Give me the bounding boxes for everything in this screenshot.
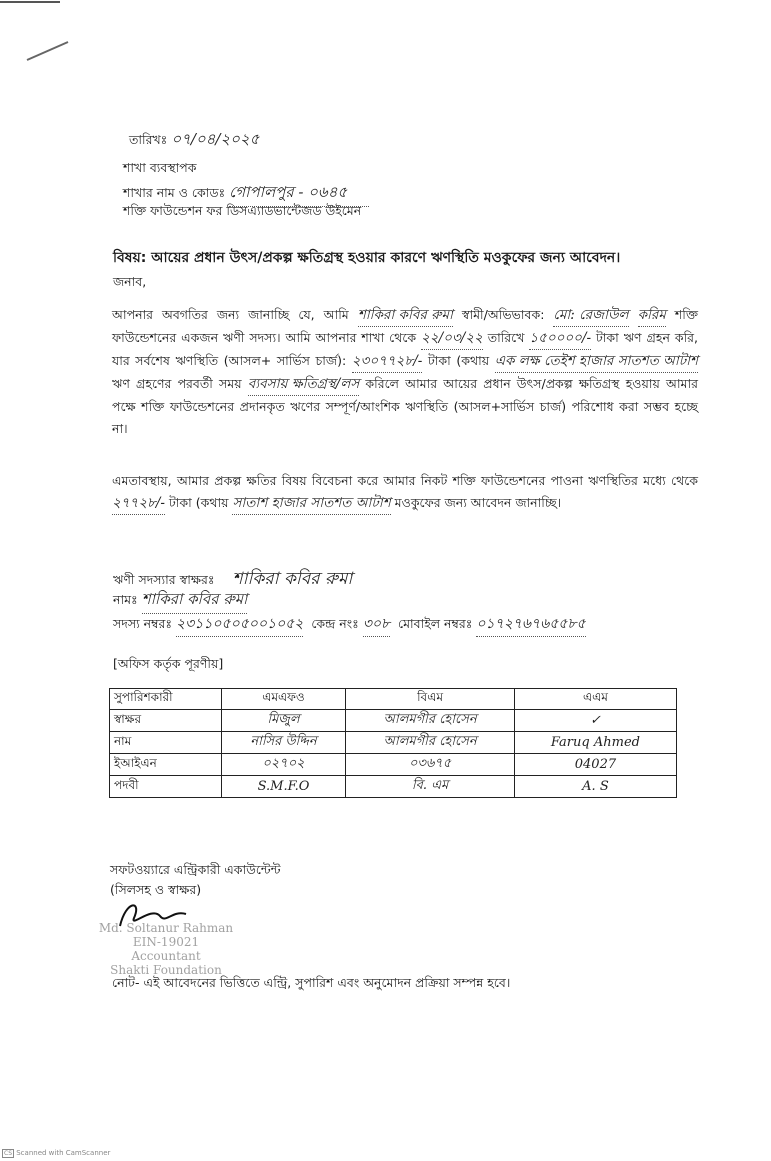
waiver-amount-words: সাতাশ হাজার সাতশত আটাশ xyxy=(232,492,390,515)
accountant-line: সফটওয়্যারে এন্ট্রিকারী একাউন্টেন্ট xyxy=(110,862,281,877)
bm-cell: ০৩৬৭৫ xyxy=(408,756,452,771)
borrower-name-line xyxy=(113,588,247,614)
loan-amount: ১৫০০০০/- xyxy=(529,327,591,350)
member-label: সদস্য নম্বরঃ xyxy=(113,616,173,631)
mobile-number: ০১৭২৭৬৭৬৫৫৮৫ xyxy=(476,612,585,637)
note: নোট- এই আবেদনের ভিত্তিতে এন্ট্রি, সুপারিশ এবং অনুমোদন প্রক্রিয়া সম্পন্ন হবে। xyxy=(112,975,511,990)
date-label: তারিখঃ xyxy=(129,132,168,147)
member-number: ২৩১১০৫০৫০০১০৫২ xyxy=(176,612,303,637)
applicant-name: শাকিরা কবির রুমা xyxy=(358,304,453,327)
org-line: শক্তি ফাউন্ডেশন ফর ডিসএ্যাডভান্টেজড উইমেন xyxy=(123,203,362,218)
borrower-ids-line xyxy=(113,612,586,637)
row-label: পদবী xyxy=(110,776,222,798)
table-row xyxy=(110,710,677,732)
table-header: এএম xyxy=(514,689,676,710)
scanner-footer xyxy=(2,1149,110,1157)
p1-text-4: তারিখে xyxy=(487,330,525,345)
table-row xyxy=(110,776,677,798)
p1-text-2: স্বামী/অভিভাবক: xyxy=(461,307,545,322)
loan-balance: ২৩০৭৭২৮/- xyxy=(352,350,423,373)
office-table xyxy=(109,688,677,798)
mobile-label: মোবাইল নম্বরঃ xyxy=(398,616,473,631)
loss-cause: ব্যবসায় ক্ষতিগ্রস্থ/লস xyxy=(248,373,360,396)
borrower-name-label: নামঃ xyxy=(113,592,138,607)
guardian-name: মো: রেজাউল xyxy=(553,304,628,327)
mfo-cell: ০২৭০২ xyxy=(262,756,305,771)
p1-text-8: করিলে আমার আয়ের প্রধান উৎস/প্রকল্প ক্ষতিগ্রস্থ হওয়ায় আমার পক্ষে শক্তি ফাউন্ডেশনের প্রদানকৃত ঋণের সম্পূর্ণ/আংশিক ঋণস্থিতি (আসল+সার্ভিস চার্জ) পরিশোধ করা সম্ভব হচ্ছে না। xyxy=(112,376,698,436)
camscanner-icon: CS xyxy=(4,1150,12,1157)
table-row xyxy=(110,754,677,776)
table-header: সুপারিশকারী xyxy=(110,689,222,710)
guardian-name-2: করিম xyxy=(638,304,666,327)
mfo-cell: মিজুল xyxy=(267,712,300,727)
subject: বিষয়: আয়ের প্রধান উৎস/প্রকল্প ক্ষতিগ্রস্থ হওয়ার কারণে ঋণস্থিতি মওকুফের জন্য আবেদন। xyxy=(113,250,621,266)
accountant-sub: (সিলসহ ও স্বাক্ষর) xyxy=(110,882,202,897)
loan-date: ২২/০৩/২২ xyxy=(421,327,483,350)
accountant-stamp xyxy=(86,921,246,977)
p2-text-2: টাকা (কথায় xyxy=(168,495,229,510)
table-row xyxy=(110,732,677,754)
p2-text-3: মওকুফের জন্য আবেদন জানাচ্ছি। xyxy=(394,495,562,510)
am-cell: ✓ xyxy=(590,713,601,728)
borrower-signature: শাকিরা কবির রুমা xyxy=(232,569,353,589)
row-label: নাম xyxy=(110,732,222,754)
paragraph-2 xyxy=(112,470,698,515)
stamp-line: Accountant xyxy=(131,949,201,963)
table-header: বিএম xyxy=(346,689,515,710)
scan-marks xyxy=(0,0,771,70)
am-cell: 04027 xyxy=(574,757,617,772)
center-number: ৩০৮ xyxy=(363,612,390,637)
table-header-row xyxy=(110,689,677,710)
borrower-name: শাকিরা কবির রুমা xyxy=(142,588,248,614)
branch-label: শাখার নাম ও কোডঃ xyxy=(123,185,226,200)
am-cell: A. S xyxy=(582,779,609,794)
center-label: কেন্দ্র নংঃ xyxy=(311,616,359,631)
p1-text-1: আপনার অবগতির জন্য জানাচ্ছি যে, আমি xyxy=(112,307,349,322)
stamp-line: Shakti Foundation xyxy=(110,963,222,977)
p1-text-7: ঋণ গ্রহণের পরবর্তী সময় xyxy=(112,376,242,391)
salutation: জনাব, xyxy=(113,274,147,289)
branch-value: গোপালপুর - ০৬৪৫ xyxy=(229,181,369,207)
stamp-line: EIN-19021 xyxy=(132,935,200,949)
mfo-cell: S.M.F.O xyxy=(257,779,310,794)
p2-text-1: এমতাবস্থায়, আমার প্রকল্প ক্ষতির বিষয় বিবেচনা করে আমার নিকট শক্তি ফাউন্ডেশনের পাওনা ঋণস্থিতির মধ্যে থেকে xyxy=(112,473,698,488)
row-label: স্বাক্ষর xyxy=(110,710,222,732)
paragraph-1 xyxy=(112,304,698,440)
am-cell: Faruq Ahmed xyxy=(550,735,640,750)
scanner-label: Scanned with CamScanner xyxy=(16,1149,111,1157)
bm-cell: বি. এম xyxy=(411,778,449,793)
office-heading: [অফিস কর্তৃক পূরণীয়] xyxy=(113,656,224,671)
p1-text-6: টাকা (কথায় xyxy=(427,353,490,368)
loan-balance-words: এক লক্ষ তেইশ হাজার সাতশত আটাশ xyxy=(495,350,698,373)
bm-cell: আলমগীর হোসেন xyxy=(383,734,477,749)
bm-cell: আলমগীর হোসেন xyxy=(383,712,477,727)
row-label: ইআইএন xyxy=(110,754,222,776)
table-header: এমএফও xyxy=(221,689,346,710)
date-value: ০৭/০৪/২০২৫ xyxy=(171,130,260,148)
stamp-line: Md. Soltanur Rahman xyxy=(98,921,234,935)
borrower-sign-label: ঋণী সদস্যার স্বাক্ষরঃ xyxy=(113,572,215,587)
mfo-cell: নাসির উদ্দিন xyxy=(250,734,317,749)
p1-text-3: শক্তি ফাউন্ডেশনের একজন ঋণী সদস্য। আমি আপনার শাখা থেকে xyxy=(112,307,698,345)
waiver-amount: ২৭৭২৮/- xyxy=(112,492,165,515)
date-line xyxy=(129,128,259,153)
addressee: শাখা ব্যবস্থাপক xyxy=(123,160,197,175)
p1-text-5: টাকা ঋণ গ্রহন করি, যার সর্বশেষ ঋণস্থিতি (আসল+ সার্ভিস চার্জ): xyxy=(112,330,698,368)
